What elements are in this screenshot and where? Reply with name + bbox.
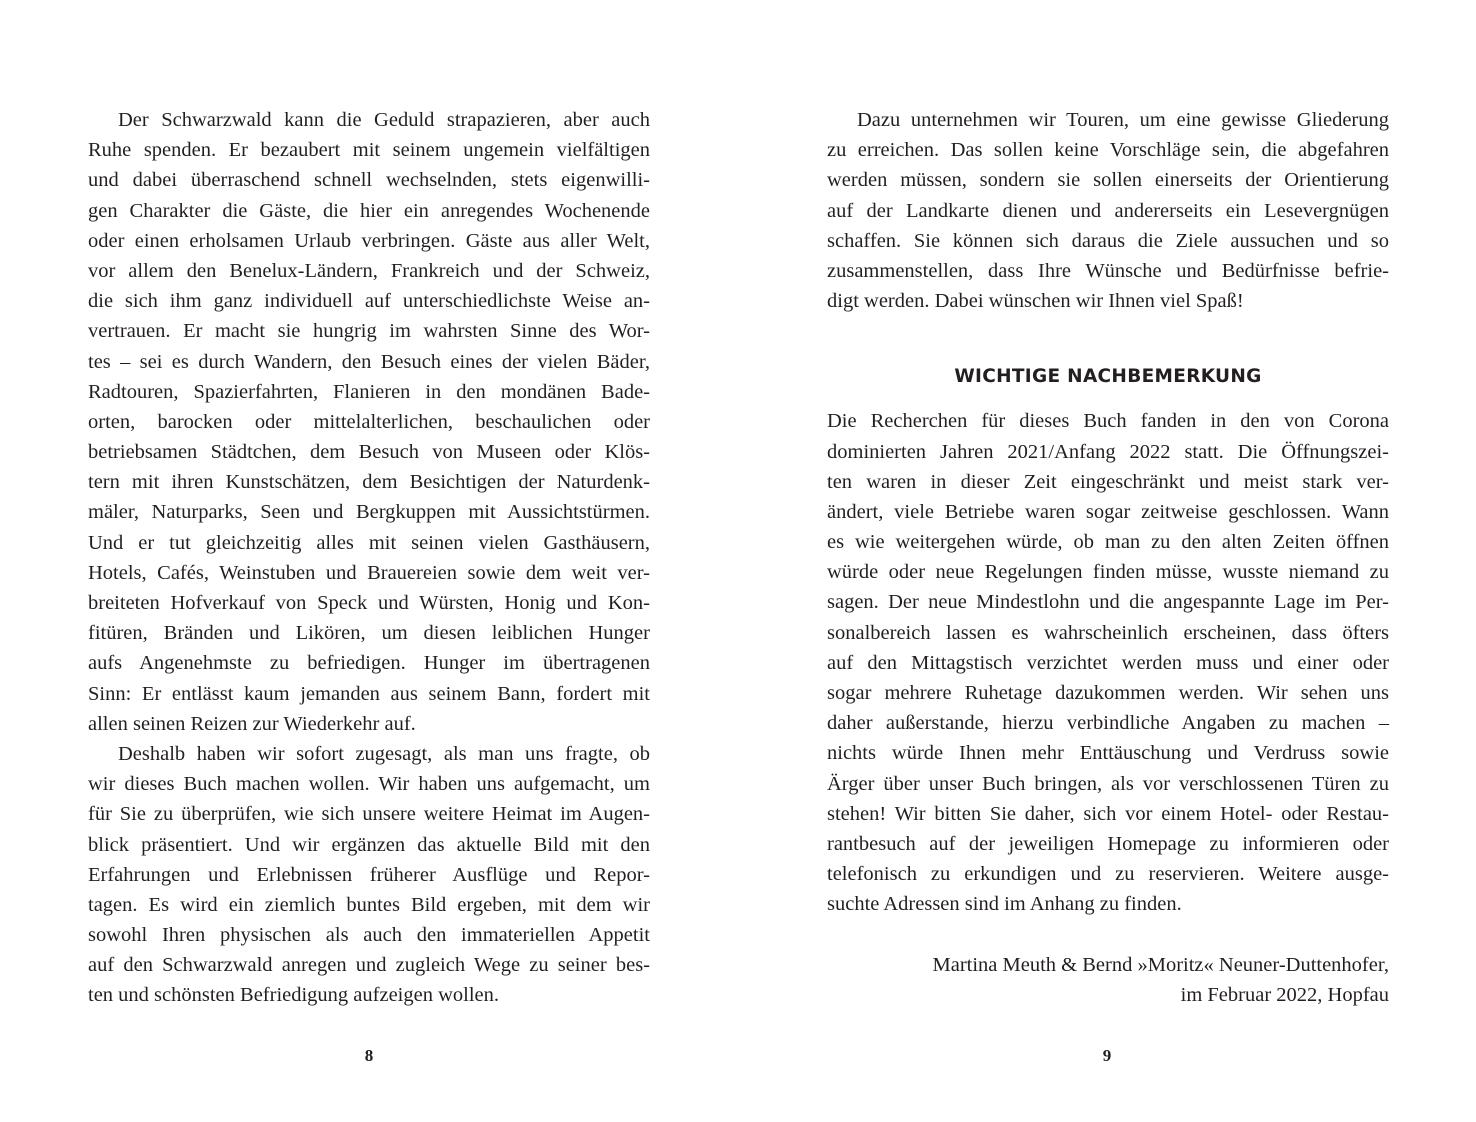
text-line: sogar mehrere Ruhetage dazukommen werden. Wir sehen uns xyxy=(827,682,1389,704)
left-page xyxy=(88,105,650,1011)
text-line: aufs Angenehmste zu befriedigen. Hunger im übertragenen xyxy=(88,652,650,675)
text-line: Ruhe spenden. Er bezaubert mit seinem ungemein vielfältigen xyxy=(88,139,650,162)
text-line: für Sie zu überprüfen, wie sich unsere weitere Heimat im Augen- xyxy=(88,803,650,826)
text-line: werden müssen, sondern sie sollen einerseits der Orientierung xyxy=(827,169,1389,192)
text-line: tes – sei es durch Wandern, den Besuch eines der vielen Bäder, xyxy=(88,350,650,373)
text-line: suchte Adressen sind im Anhang zu finden. xyxy=(827,893,1182,916)
text-line: Der Schwarzwald kann die Geduld strapazieren, aber auch xyxy=(118,109,650,131)
right-page xyxy=(827,105,1389,1010)
section-heading: WICHTIGE NACHBEMERKUNG xyxy=(954,366,1262,388)
signature xyxy=(827,950,1389,1010)
text-line: allen seinen Reizen zur Wiederkehr auf. xyxy=(88,712,416,735)
text-line: Die Recherchen für dieses Buch fanden in den von Corona xyxy=(827,410,1389,433)
text-line: digt werden. Dabei wünschen wir Ihnen viel Spaß! xyxy=(827,290,1244,313)
text-line: Und er tut gleichzeitig alles mit seinen vielen Gasthäusern, xyxy=(88,531,650,554)
text-line: Dazu unternehmen wir Touren, um eine gewisse Gliederung xyxy=(857,109,1389,131)
text-line: Erfahrungen und Erlebnissen früherer Ausflüge und Repor- xyxy=(88,863,650,886)
text-line: sagen. Der neue Mindestlohn und die angespannte Lage im Per- xyxy=(827,591,1389,614)
text-line: Hotels, Cafés, Weinstuben und Brauereien sowie dem weit ver- xyxy=(88,561,650,584)
text-line: und dabei überraschend schnell wechselnden, stets eigenwilli- xyxy=(88,169,650,192)
text-line: Deshalb haben wir sofort zugesagt, als man uns fragte, ob xyxy=(118,742,650,765)
text-line: zu erreichen. Das sollen keine Vorschläge sein, die abgefahren xyxy=(827,139,1389,162)
text-line: wir dieses Buch machen wollen. Wir haben uns aufgemacht, um xyxy=(88,773,650,796)
paragraph xyxy=(88,739,650,1011)
text-line: telefonisch zu erkundigen und zu reservieren. Weitere ausge- xyxy=(827,863,1389,886)
text-line: fitüren, Bränden und Likören, um diesen leiblichen Hunger xyxy=(88,622,650,645)
paragraph xyxy=(827,406,1389,919)
text-line: vor allem den Benelux-Ländern, Frankreich und der Schweiz, xyxy=(88,259,650,282)
text-line: auf den Mittagstisch verzichtet werden muss und einer oder xyxy=(827,651,1389,674)
text-line: tern mit ihren Kunstschätzen, dem Besichtigen der Naturdenk- xyxy=(88,471,650,494)
text-line: betriebsamen Städtchen, dem Besuch von Museen oder Klös- xyxy=(88,441,650,464)
paragraph xyxy=(88,105,650,739)
note-paragraph xyxy=(827,406,1389,919)
text-line: breiteten Hofverkauf von Speck und Würsten, Honig und Kon- xyxy=(88,592,650,614)
text-line: ten waren in dieser Zeit eingeschränkt und meist stark ver- xyxy=(827,470,1389,493)
text-line: rantbesuch auf der jeweiligen Homepage zu informieren oder xyxy=(827,832,1389,855)
intro-paragraph xyxy=(827,105,1389,316)
text-line: oder einen erholsamen Urlaub verbringen. Gäste aus aller Welt, xyxy=(88,229,650,252)
text-line: sonalbereich lassen es wahrscheinlich erscheinen, dass öfters xyxy=(827,621,1389,644)
text-line: Radtouren, Spazierfahrten, Flanieren in den mondänen Bade- xyxy=(88,380,650,403)
text-line: ändert, viele Betriebe waren sogar zeitweise geschlossen. Wann xyxy=(827,500,1389,523)
text-line: tagen. Es wird ein ziemlich buntes Bild ergeben, mit dem wir xyxy=(88,893,650,916)
text-line: zusammenstellen, dass Ihre Wünsche und Bedürfnisse befrie- xyxy=(827,259,1389,282)
text-line: schaffen. Sie können sich daraus die Ziele aussuchen und so xyxy=(827,229,1389,252)
text-line: sowohl Ihren physischen als auch den immateriellen Appetit xyxy=(88,924,650,947)
paragraph xyxy=(827,105,1389,316)
text-line: auf der Landkarte dienen und andererseits ein Lesevergnügen xyxy=(827,199,1389,222)
text-line: orten, barocken oder mittelalterlichen, beschaulichen oder xyxy=(88,410,650,433)
page-number-right: 9 xyxy=(1102,1046,1112,1065)
text-line: nichts würde Ihnen mehr Enttäuschung und Verdruss sowie xyxy=(827,742,1389,765)
text-line: daher außerstande, hierzu verbindliche Angaben zu machen – xyxy=(827,712,1389,735)
text-line: blick präsentiert. Und wir ergänzen das aktuelle Bild mit den xyxy=(88,833,650,856)
text-line: die sich ihm ganz individuell auf unterschiedlichste Weise an- xyxy=(88,290,650,313)
text-line: ten und schönsten Befriedigung aufzeigen wollen. xyxy=(88,984,500,1007)
text-line: gen Charakter die Gäste, die hier ein anregendes Wochenende xyxy=(88,199,650,222)
left-page-body xyxy=(88,105,650,1011)
text-line: es wie weitergehen würde, ob man zu den alten Zeiten öffnen xyxy=(827,531,1389,554)
text-line: Sinn: Er entlässt kaum jemanden aus seinem Bann, fordert mit xyxy=(88,682,650,705)
text-line: auf den Schwarzwald anregen und zugleich Wege zu seiner bes- xyxy=(88,954,650,977)
text-line: Ärger über unser Buch bringen, als vor verschlossenen Türen zu xyxy=(827,772,1389,795)
signature-date-place: im Februar 2022, Hopfau xyxy=(1180,983,1389,1006)
text-line: würde oder neue Regelungen finden müsse, wusste niemand zu xyxy=(827,561,1389,584)
text-line: dominierten Jahren 2021/Anfang 2022 statt. Die Öffnungszei- xyxy=(827,440,1389,463)
page-number-left: 8 xyxy=(364,1046,374,1065)
text-line: vertrauen. Er macht sie hungrig im wahrsten Sinne des Wor- xyxy=(88,320,650,343)
text-line: stehen! Wir bitten Sie daher, sich vor einem Hotel- oder Restau- xyxy=(827,802,1389,825)
text-line: mäler, Naturparks, Seen und Bergkuppen mit Aussichtstürmen. xyxy=(88,501,650,524)
signature-authors: Martina Meuth & Bernd »Moritz« Neuner-Duttenhofer, xyxy=(932,953,1389,976)
